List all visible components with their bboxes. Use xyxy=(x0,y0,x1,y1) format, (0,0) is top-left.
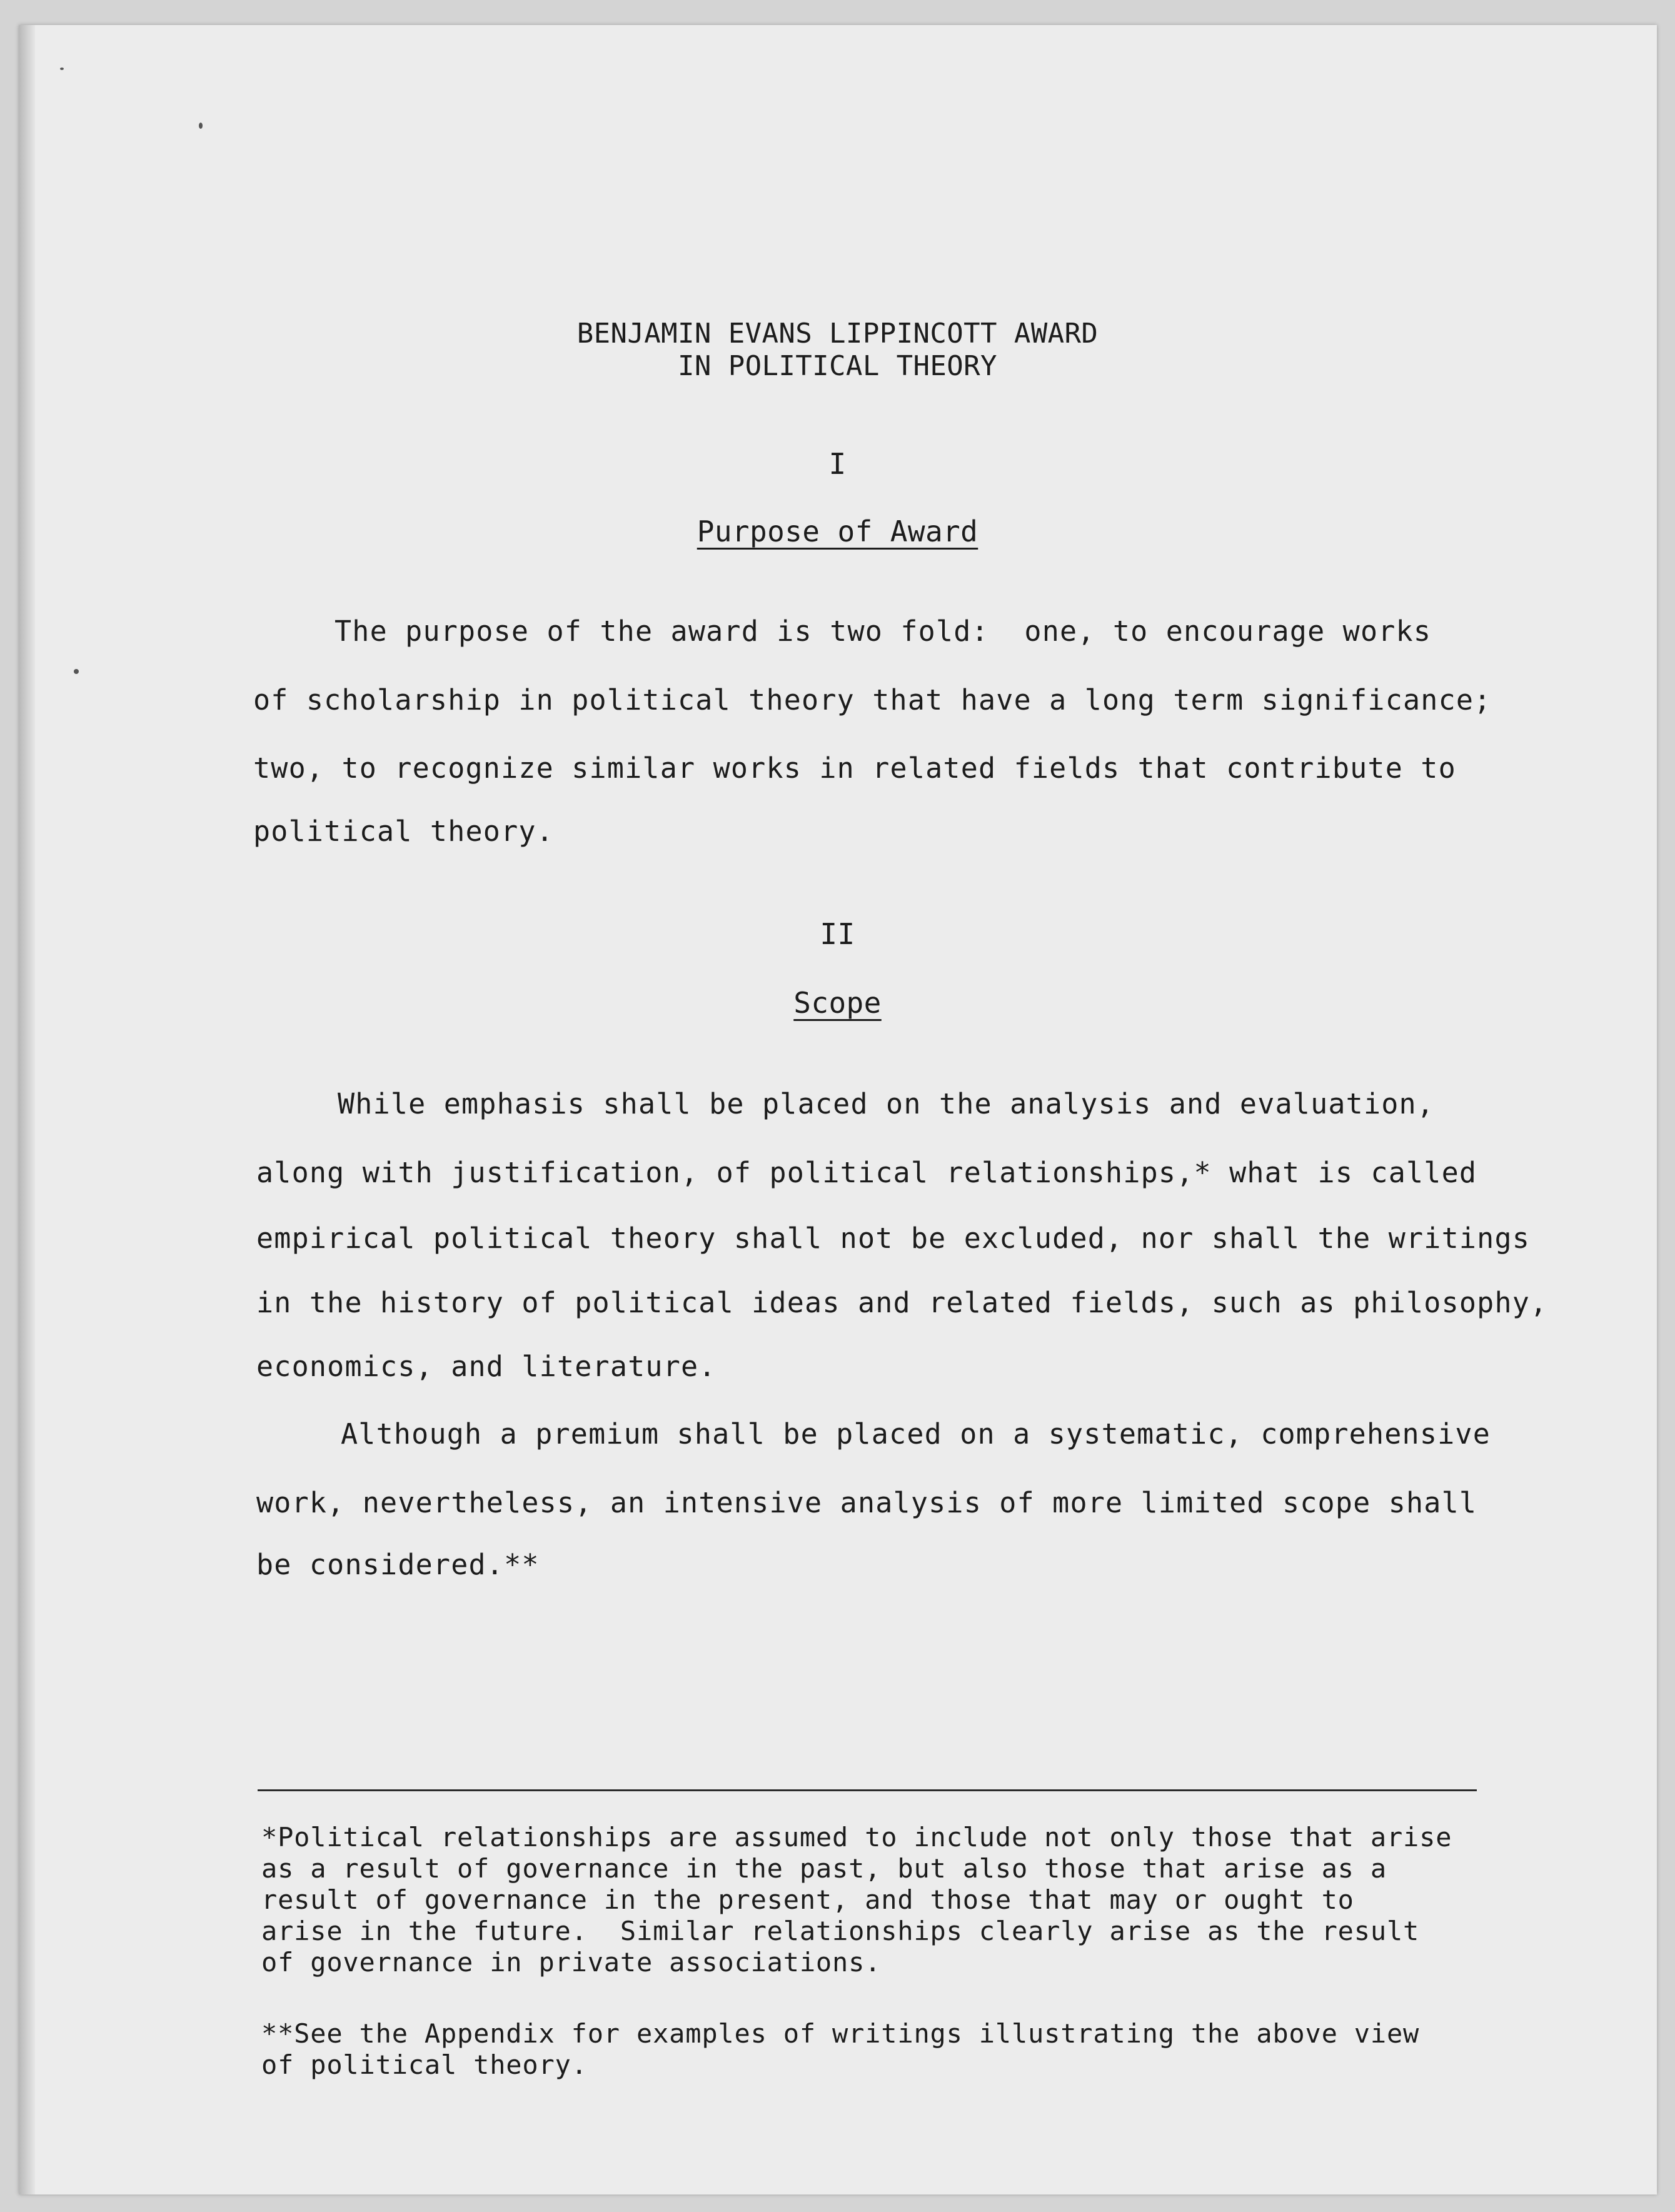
section-2-para-1-line: empirical political theory shall not be excluded, nor shall the writings xyxy=(256,1222,1531,1255)
document-title-line-2: IN POLITICAL THEORY xyxy=(678,350,997,382)
footnote-divider xyxy=(258,1789,1477,1791)
section-2-para-1-line: economics, and literature. xyxy=(256,1350,717,1383)
section-2-para-1-line: along with justification, of political relationships,* what is called xyxy=(256,1156,1477,1189)
footnote-1-line: *Political relationships are assumed to include not only those that arise xyxy=(261,1822,1452,1853)
footnote-2-line: **See the Appendix for examples of writings illustrating the above view xyxy=(261,2018,1420,2049)
section-2-para-1-line: in the history of political ideas and related fields, such as philosophy, xyxy=(256,1286,1548,1319)
section-2-para-2-line: work, nevertheless, an intensive analysis of more limited scope shall xyxy=(256,1486,1477,1519)
footnote-1-line: of governance in private associations. xyxy=(261,1947,882,1978)
section-2-para-1-line: While emphasis shall be placed on the analysis and evaluation, xyxy=(338,1087,1435,1120)
section-2-numeral: II xyxy=(820,917,855,951)
section-2-heading: Scope xyxy=(793,986,882,1020)
footnote-1-line: as a result of governance in the past, but also those that arise as a xyxy=(261,1853,1387,1884)
section-2-para-2-line: Although a premium shall be placed on a systematic, comprehensive xyxy=(341,1417,1491,1450)
footnote-1-line: result of governance in the present, and those that may or ought to xyxy=(261,1884,1354,1915)
footnote-2-line: of political theory. xyxy=(261,2049,588,2080)
section-1-heading: Purpose of Award xyxy=(697,515,978,548)
section-1-line: The purpose of the award is two fold: one, to encourage works xyxy=(334,615,1432,648)
document-title-line-1: BENJAMIN EVANS LIPPINCOTT AWARD xyxy=(576,318,1099,349)
section-2-para-2-line: be considered.** xyxy=(256,1548,540,1581)
footnote-1-line: arise in the future. Similar relationships clearly arise as the result xyxy=(261,1916,1420,1946)
section-1-numeral: I xyxy=(828,447,847,481)
section-1-line: two, to recognize similar works in related fields that contribute to xyxy=(253,752,1456,785)
section-1-line: political theory. xyxy=(253,815,554,848)
section-1-line: of scholarship in political theory that have a long term significance; xyxy=(253,683,1492,716)
